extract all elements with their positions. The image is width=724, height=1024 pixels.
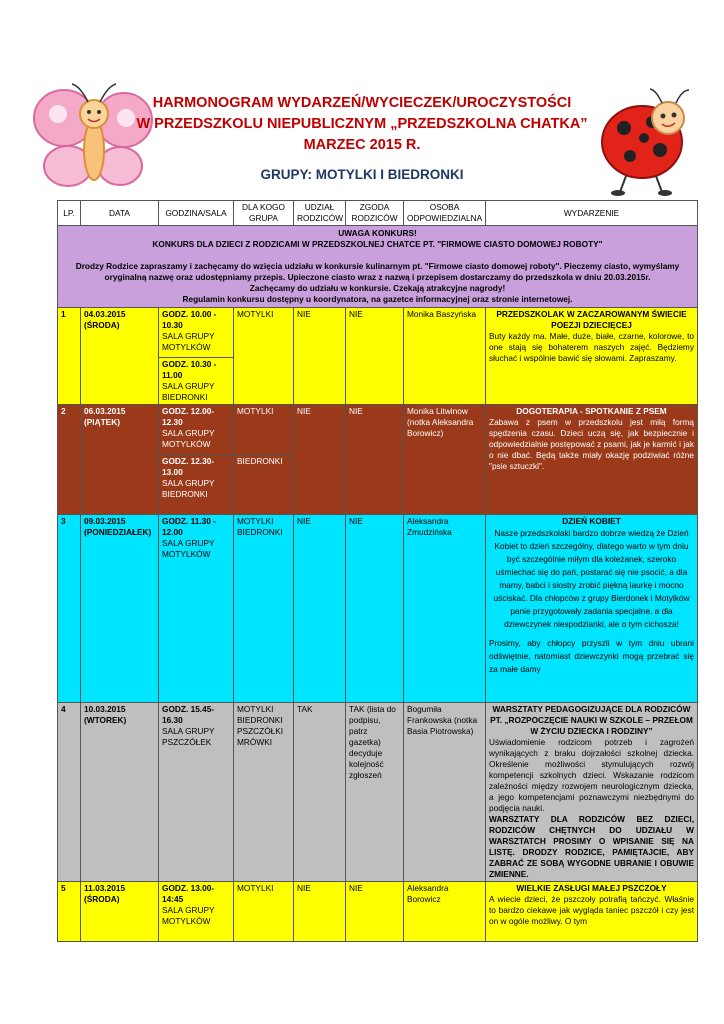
event-description: Uświadomienie rodzicom potrzeb i zagrożeń wynikających z braku dojrzałości szkolnej dziecka. Określenie możliwości stymulujących rozwój kompetencji szkolnych dzieci. Wskazanie rodzicom zależności między rozwojem neurologicznym dziecka, a jego kompetencjami poznawczymi niezbędnymi do podjęcia nauki. <box>489 737 694 813</box>
event-description: Buty każdy ma. Małe, duże, białe, czarne, kolorowe, to one stają się bohaterem naszych zajęć. Będziemy słuchać i wspólnie bawić się słowami. Zapraszamy. <box>489 331 694 363</box>
row-lp: 3 <box>58 515 81 703</box>
schedule-table <box>57 200 698 942</box>
room-value: SALA GRUPY PSZCZÓŁEK <box>162 726 215 747</box>
day-value: (WTOREK) <box>84 715 127 725</box>
groups-heading: GRUPY: MOTYLKI I BIEDRONKI <box>260 167 464 182</box>
day-value: (ŚRODA) <box>84 320 120 330</box>
day-value: (PIĄTEK) <box>84 417 120 427</box>
row-lp: 4 <box>58 703 81 882</box>
notice-line-5: Regulamin konkursu dostępny u koordynatora, na gazetce informacyjnej oraz stronie internetowej. <box>182 294 573 304</box>
event-description: Zabawa z psem w przedszkolu jest miłą formą spędzenia czasu. Dzieci uczą się, jak bezpiecznie i odpowiedzialnie postępować z psami, jak je karmić i jak o nie dbać. Będą także miały okazję podziwiać różne "psie sztuczki". <box>489 417 694 471</box>
row-participation: NIE <box>294 515 346 703</box>
row-date <box>81 703 159 882</box>
table-header-row <box>58 201 698 226</box>
day-value: (ŚRODA) <box>84 894 120 904</box>
col-header-date: DATA <box>81 201 159 226</box>
row-person: Aleksandra Zmudzińska <box>404 515 486 703</box>
row-person: Aleksandra Borowicz <box>404 882 486 942</box>
table-row <box>58 515 698 703</box>
time-value: GODZ. 15.45- 16.30 <box>162 704 215 725</box>
room-value: SALA GRUPY MOTYLKÓW <box>162 538 215 559</box>
row-time-room <box>159 308 234 405</box>
table-row <box>58 882 698 942</box>
table-row <box>58 703 698 882</box>
row-participation: NIE <box>294 882 346 942</box>
row-date <box>81 308 159 405</box>
row-date <box>81 515 159 703</box>
row-person: Monika Litwinow (notka Aleksandra Borowicz) <box>404 405 486 515</box>
col-header-participation: UDZIAŁ RODZICÓW <box>294 201 346 226</box>
row-event <box>486 308 698 405</box>
title-line-1: HARMONOGRAM WYDARZEŃ/WYCIECZEK/UROCZYSTOŚCI <box>152 95 572 111</box>
row-event <box>486 515 698 703</box>
date-value: 06.03.2015 <box>84 406 126 416</box>
room-value: SALA GRUPY BIEDRONKI <box>162 381 215 402</box>
event-note: Prosimy, aby chłopcy przyszli w tym dniu ubrani odświętnie, natomiast dziewczynki mogą przebrać się za małe damy <box>489 638 694 674</box>
row-group: MOTYLKI BIEDRONKI <box>234 515 294 703</box>
room-value: SALA GRUPY MOTYLKÓW <box>162 428 215 449</box>
row-consent: NIE <box>346 882 404 942</box>
row-time-room <box>159 405 234 515</box>
row-participation: NIE <box>294 308 346 405</box>
event-title: DOGOTERAPIA - SPOTKANIE Z PSEM <box>516 406 667 416</box>
row-participation: TAK <box>294 703 346 882</box>
contest-notice <box>58 226 698 308</box>
row-consent: TAK (lista do podpisu, patrz gazetka) decyduje kolejność zgłoszeń <box>346 703 404 882</box>
notice-line-1: UWAGA KONKURS! <box>338 228 417 238</box>
row-group: MOTYLKI <box>234 308 294 405</box>
row-lp: 2 <box>58 405 81 515</box>
row-person: Monika Baszyńska <box>404 308 486 405</box>
col-header-person: OSOBA ODPOWIEDZIALNA <box>404 201 486 226</box>
notice-line-2: KONKURS DLA DZIECI Z RODZICAMI W PRZEDSZKOLNEJ CHATCE PT. "FIRMOWE CIASTO DOMOWEJ ROBOTY" <box>152 239 603 249</box>
event-title: WIELKIE ZASŁUGI MAŁEJ PSZCZOŁY <box>516 883 667 893</box>
date-value: 04.03.2015 <box>84 309 126 319</box>
row-consent: NIE <box>346 405 404 515</box>
date-value: 09.03.2015 <box>84 516 126 526</box>
time-value: GODZ. 10.00 - 10.30 <box>162 309 217 330</box>
time-value: GODZ. 11.30 - 12.00 <box>162 516 216 537</box>
col-header-event: WYDARZENIE <box>486 201 698 226</box>
row-participation: NIE <box>294 405 346 515</box>
row-event <box>486 882 698 942</box>
col-header-consent: ZGODA RODZICÓW <box>346 201 404 226</box>
event-note: WARSZTATY DLA RODZICÓW BEZ DZIECI, RODZICÓW CHĘTNYCH DO UDZIAŁU W WARSZTATCH PROSIMY O WPISANIE SIĘ NA LISTĘ. DRODZY RODZICE, PAMIĘTAJCIE, ABY ZABRAĆ ZE SOBĄ WYGODNE UBRANIE I OBUWIE ZMIENNE. <box>489 814 694 879</box>
row-group: MOTYLKI <box>234 882 294 942</box>
date-value: 11.03.2015 <box>84 883 126 893</box>
title-line-2: W PRZEDSZKOLU NIEPUBLICZNYM „PRZEDSZKOLNA CHATKA” <box>136 116 588 132</box>
time-value: GODZ. 10.30 - 11.00 <box>162 359 217 380</box>
room-value: SALA GRUPY BIEDRONKI <box>162 478 215 499</box>
event-title: DZIEŃ KOBIET <box>562 516 621 526</box>
row-event <box>486 405 698 515</box>
row-group: MOTYLKI BIEDRONKI PSZCZÓŁKI MRÓWKI <box>234 703 294 882</box>
notice-line-3: Drodzy Rodzice zapraszamy i zachęcamy do wzięcia udziału w konkursie kulinarnym pt. "Firmowe ciasto domowej roboty". Pieczemy ciasto, wymyślamy oryginalną nazwę oraz udostępniamy przepis. Upieczone ciasto wraz z nazwą i przepisem dostarczamy do przedszkola w dniu 20.03.2015r. <box>75 261 680 282</box>
row-consent: NIE <box>346 515 404 703</box>
col-header-time-room: GODZINA/SALA <box>159 201 234 226</box>
row-event <box>486 703 698 882</box>
row-time-room <box>159 703 234 882</box>
col-header-group: DLA KOGO GRUPA <box>234 201 294 226</box>
time-value: GODZ. 12.00- 12.30 <box>162 406 215 427</box>
group-value: MOTYLKI <box>237 406 274 416</box>
row-person: Bogumiła Frankowska (notka Basia Piotrowska) <box>404 703 486 882</box>
event-title: WARSZTATY PEDAGOGIZUJĄCE DLA RODZICÓW PT. „ROZPOCZĘCIE NAUKI W SZKOLE – PRZEŁOM W ŻYCIU DZIECKA I RODZINY” <box>490 704 693 736</box>
event-title: PRZEDSZKOLAK W ZACZAROWANYM ŚWIECIE POEZJI DZIECIĘCEJ <box>496 309 687 330</box>
contest-notice-row <box>58 226 698 308</box>
time-value: GODZ. 12.30- 13.00 <box>162 456 215 477</box>
day-value: (PONIEDZIAŁEK) <box>84 527 152 537</box>
event-description: Nasze przedszkolaki bardzo dobrze wiedzą że Dzień Kobiet to dzień szczególny, dlatego warto w tym dniu być szczególnie miłym dla koleżanek, szeroko uśmiechać się do pań, postarać się nie psocić, a dla mamy, babci i siostry zrobić piękną laurkę i mocno uściskać. Dla chłopców z grupy Bierdonek i Motylków panie przygotowały zadania specjalne, a dla dziewczynek niespodzianki, ale o tym cichosza! <box>493 528 690 629</box>
col-header-lp: LP. <box>58 201 81 226</box>
row-group <box>234 405 294 515</box>
room-value: SALA GRUPY MOTYLKÓW <box>162 331 215 352</box>
row-date <box>81 882 159 942</box>
event-description: A wiecie dzieci, że pszczoły potrafią tańczyć. Właśnie to bardzo ciekawe jak wygląda taniec pszczół i czy jest on w ogóle możliwy. O tym <box>489 894 694 926</box>
title-line-3: MARZEC 2015 R. <box>303 137 421 153</box>
table-row <box>58 308 698 405</box>
date-value: 10.03.2015 <box>84 704 126 714</box>
row-consent: NIE <box>346 308 404 405</box>
time-value: GODZ. 13.00- 14:45 <box>162 883 215 904</box>
row-time-room <box>159 515 234 703</box>
row-lp: 1 <box>58 308 81 405</box>
table-row <box>58 405 698 515</box>
row-lp: 5 <box>58 882 81 942</box>
row-date <box>81 405 159 515</box>
row-time-room <box>159 882 234 942</box>
notice-line-4: Zachęcamy do udziału w konkursie. Czekają atrakcyjne nagrody! <box>249 283 506 293</box>
group-value: BIEDRONKI <box>237 456 283 466</box>
room-value: SALA GRUPY MOTYLKÓW <box>162 905 215 926</box>
